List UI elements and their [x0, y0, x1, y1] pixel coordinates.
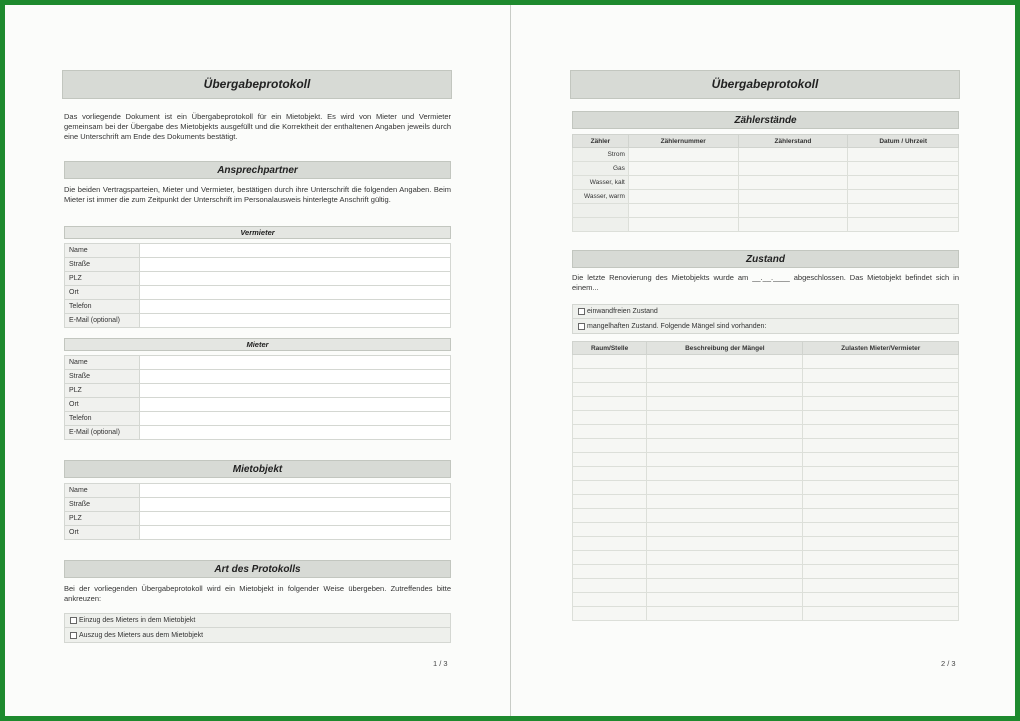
field-value[interactable]: [140, 484, 451, 498]
table-cell[interactable]: [803, 355, 959, 369]
checkbox-option[interactable]: [573, 319, 958, 333]
table-cell[interactable]: [573, 607, 647, 621]
table-row: [573, 453, 959, 467]
field-label: PLZ: [65, 384, 140, 398]
table-row: [573, 162, 959, 176]
checkbox-option[interactable]: [573, 305, 958, 319]
table-row: [573, 397, 959, 411]
table-cell[interactable]: [647, 439, 803, 453]
table-row: [573, 593, 959, 607]
meter-label: Wasser, kalt: [573, 176, 629, 190]
tenant-heading: Mieter: [64, 338, 451, 351]
meter-label: [573, 204, 629, 218]
table-cell[interactable]: [573, 355, 647, 369]
page-number-1: 1 / 3: [433, 659, 448, 668]
meter-label: Strom: [573, 148, 629, 162]
table-cell[interactable]: [738, 162, 848, 176]
landlord-form: [64, 243, 451, 328]
table-cell[interactable]: [803, 425, 959, 439]
table-row: [573, 176, 959, 190]
table-cell[interactable]: [803, 439, 959, 453]
table-row: [573, 509, 959, 523]
table-cell[interactable]: [647, 383, 803, 397]
table-cell[interactable]: [803, 453, 959, 467]
table-cell[interactable]: [803, 369, 959, 383]
table-cell[interactable]: [573, 481, 647, 495]
table-cell[interactable]: [647, 355, 803, 369]
field-label: Straße: [65, 498, 140, 512]
table-cell[interactable]: [848, 162, 959, 176]
form-row: [65, 370, 451, 384]
field-label: Name: [65, 244, 140, 258]
table-cell[interactable]: [647, 411, 803, 425]
field-label: Straße: [65, 258, 140, 272]
table-cell[interactable]: [573, 425, 647, 439]
condition-heading: Zustand: [572, 250, 959, 268]
page-number-2: 2 / 3: [941, 659, 956, 668]
table-row: [573, 355, 959, 369]
field-value[interactable]: [140, 356, 451, 370]
table-cell[interactable]: [573, 397, 647, 411]
intro-text: Das vorliegende Dokument ist ein Übergabeprotokoll für ein Mietobjekt. Es wird von Mieter und Vermieter gemeinsam bei der Übergabe des Mietobjekts ausgefüllt und die Korrektheit der enthaltenen Angaben jeweils durch eine Unterschrift am Ende des Dokuments bestätigt.: [64, 112, 451, 141]
table-row: [573, 537, 959, 551]
defects-table: [572, 341, 959, 621]
table-row: [573, 369, 959, 383]
checkbox[interactable]: [70, 617, 77, 624]
field-value[interactable]: [140, 272, 451, 286]
checkbox[interactable]: [578, 308, 585, 315]
table-cell[interactable]: [803, 509, 959, 523]
table-row: [573, 607, 959, 621]
column-header: Zulasten Mieter/Vermieter: [803, 342, 959, 355]
table-row: [573, 481, 959, 495]
field-value[interactable]: [140, 412, 451, 426]
field-value[interactable]: [140, 244, 451, 258]
table-cell[interactable]: [738, 204, 848, 218]
table-row: [573, 218, 959, 232]
table-cell[interactable]: [573, 551, 647, 565]
form-row: [65, 484, 451, 498]
table-cell[interactable]: [647, 509, 803, 523]
column-header: Raum/Stelle: [573, 342, 647, 355]
field-label: Ort: [65, 526, 140, 540]
protocol-type-heading: Art des Protokolls: [64, 560, 451, 578]
table-row: [573, 551, 959, 565]
protocol-type-options: [64, 613, 451, 643]
table-row: [573, 411, 959, 425]
table-cell[interactable]: [628, 162, 738, 176]
column-header: Zähler: [573, 135, 629, 148]
form-row: [65, 398, 451, 412]
page-2-title: Übergabeprotokoll: [570, 70, 960, 99]
table-cell[interactable]: [848, 204, 959, 218]
field-label: Telefon: [65, 412, 140, 426]
field-value[interactable]: [140, 384, 451, 398]
condition-options: [572, 304, 959, 334]
table-cell[interactable]: [848, 176, 959, 190]
table-cell[interactable]: [848, 218, 959, 232]
table-row: [573, 565, 959, 579]
form-row: [65, 300, 451, 314]
field-value[interactable]: [140, 370, 451, 384]
table-cell[interactable]: [647, 369, 803, 383]
table-cell[interactable]: [573, 565, 647, 579]
field-label: Name: [65, 356, 140, 370]
table-cell[interactable]: [803, 565, 959, 579]
column-header: Datum / Uhrzeit: [848, 135, 959, 148]
form-row: [65, 384, 451, 398]
meters-table: [572, 134, 959, 232]
condition-text: Die letzte Renovierung des Mietobjekts wurde am __.__.____ abgeschlossen. Das Mietobjekt befindet sich in einem...: [572, 273, 959, 292]
form-row: [65, 526, 451, 540]
column-header: Zählerstand: [738, 135, 848, 148]
checkbox[interactable]: [70, 632, 77, 639]
column-header: Beschreibung der Mängel: [647, 342, 803, 355]
form-row: [65, 244, 451, 258]
table-row: [573, 495, 959, 509]
table-cell[interactable]: [573, 537, 647, 551]
table-cell[interactable]: [628, 190, 738, 204]
page-1-title: Übergabeprotokoll: [62, 70, 452, 99]
table-cell[interactable]: [803, 607, 959, 621]
property-heading: Mietobjekt: [64, 460, 451, 478]
field-value[interactable]: [140, 300, 451, 314]
form-row: [65, 412, 451, 426]
field-label: Straße: [65, 370, 140, 384]
field-value[interactable]: [140, 512, 451, 526]
column-header: Zählernummer: [628, 135, 738, 148]
table-cell[interactable]: [573, 467, 647, 481]
table-cell[interactable]: [803, 537, 959, 551]
table-cell[interactable]: [647, 495, 803, 509]
table-cell[interactable]: [628, 176, 738, 190]
meters-heading: Zählerstände: [572, 111, 959, 129]
table-cell[interactable]: [647, 481, 803, 495]
field-value[interactable]: [140, 286, 451, 300]
form-row: [65, 272, 451, 286]
table-cell[interactable]: [803, 523, 959, 537]
field-value[interactable]: [140, 258, 451, 272]
table-cell[interactable]: [573, 383, 647, 397]
tenant-form: [64, 355, 451, 440]
table-cell[interactable]: [738, 176, 848, 190]
field-label: PLZ: [65, 272, 140, 286]
table-cell[interactable]: [803, 481, 959, 495]
table-cell[interactable]: [738, 218, 848, 232]
table-cell[interactable]: [647, 425, 803, 439]
table-cell[interactable]: [628, 218, 738, 232]
landlord-heading: Vermieter: [64, 226, 451, 239]
field-label: Ort: [65, 398, 140, 412]
checkbox-label: Auszug des Mieters aus dem Mietobjekt: [79, 631, 204, 639]
table-cell[interactable]: [848, 190, 959, 204]
checkbox-option[interactable]: [65, 628, 450, 642]
checkbox-label: mangelhaften Zustand. Folgende Mängel sind vorhanden:: [587, 322, 767, 330]
table-cell[interactable]: [647, 565, 803, 579]
field-value[interactable]: [140, 314, 451, 328]
table-row: [573, 467, 959, 481]
protocol-type-text: Bei der vorliegenden Übergabeprotokoll wird ein Mietobjekt in folgender Weise übergeben. Zutreffendes bitte ankreuzen:: [64, 584, 451, 603]
table-cell[interactable]: [647, 453, 803, 467]
table-cell[interactable]: [647, 537, 803, 551]
table-cell[interactable]: [573, 593, 647, 607]
table-cell[interactable]: [647, 523, 803, 537]
field-label: E-Mail (optional): [65, 426, 140, 440]
form-row: [65, 356, 451, 370]
field-label: Telefon: [65, 300, 140, 314]
table-cell[interactable]: [573, 509, 647, 523]
table-row: [573, 425, 959, 439]
table-row: [573, 523, 959, 537]
table-cell[interactable]: [848, 148, 959, 162]
field-value[interactable]: [140, 426, 451, 440]
table-cell[interactable]: [647, 467, 803, 481]
contacts-heading: Ansprechpartner: [64, 161, 451, 179]
meter-label: Gas: [573, 162, 629, 176]
table-row: [573, 204, 959, 218]
field-label: Name: [65, 484, 140, 498]
table-cell[interactable]: [803, 383, 959, 397]
table-cell[interactable]: [647, 579, 803, 593]
table-cell[interactable]: [803, 593, 959, 607]
checkbox[interactable]: [578, 323, 585, 330]
table-cell[interactable]: [647, 397, 803, 411]
field-value[interactable]: [140, 498, 451, 512]
table-row: [573, 439, 959, 453]
form-row: [65, 498, 451, 512]
table-row: [573, 579, 959, 593]
table-cell[interactable]: [738, 148, 848, 162]
table-row: [573, 190, 959, 204]
field-value[interactable]: [140, 398, 451, 412]
checkbox-label: einwandfreien Zustand: [587, 308, 658, 315]
table-row: [573, 148, 959, 162]
field-label: Ort: [65, 286, 140, 300]
table-cell[interactable]: [573, 453, 647, 467]
table-cell[interactable]: [803, 551, 959, 565]
checkbox-option[interactable]: [65, 614, 450, 628]
table-cell[interactable]: [628, 204, 738, 218]
field-label: PLZ: [65, 512, 140, 526]
table-cell[interactable]: [803, 495, 959, 509]
table-cell[interactable]: [573, 369, 647, 383]
table-cell[interactable]: [647, 593, 803, 607]
table-cell[interactable]: [738, 190, 848, 204]
form-row: [65, 512, 451, 526]
table-cell[interactable]: [628, 148, 738, 162]
table-cell[interactable]: [573, 411, 647, 425]
meter-label: Wasser, warm: [573, 190, 629, 204]
meter-label: [573, 218, 629, 232]
table-cell[interactable]: [803, 467, 959, 481]
table-cell[interactable]: [803, 411, 959, 425]
contacts-text: Die beiden Vertragsparteien, Mieter und Vermieter, bestätigen durch ihre Unterschrift die folgenden Angaben. Beim Mieter ist immer die zum Zeitpunkt der Unterschrift im Personalausweis hinterlegte Anschrift gültig.: [64, 185, 451, 204]
checkbox-label: Einzug des Mieters in dem Mietobjekt: [79, 617, 196, 624]
form-row: [65, 258, 451, 272]
field-value[interactable]: [140, 526, 451, 540]
form-row: [65, 314, 451, 328]
table-cell[interactable]: [573, 495, 647, 509]
table-row: [573, 383, 959, 397]
table-cell[interactable]: [803, 579, 959, 593]
table-cell[interactable]: [647, 551, 803, 565]
table-cell[interactable]: [803, 397, 959, 411]
table-cell[interactable]: [647, 607, 803, 621]
table-cell[interactable]: [573, 579, 647, 593]
form-row: [65, 426, 451, 440]
form-row: [65, 286, 451, 300]
table-cell[interactable]: [573, 523, 647, 537]
property-form: [64, 483, 451, 540]
table-cell[interactable]: [573, 439, 647, 453]
field-label: E-Mail (optional): [65, 314, 140, 328]
